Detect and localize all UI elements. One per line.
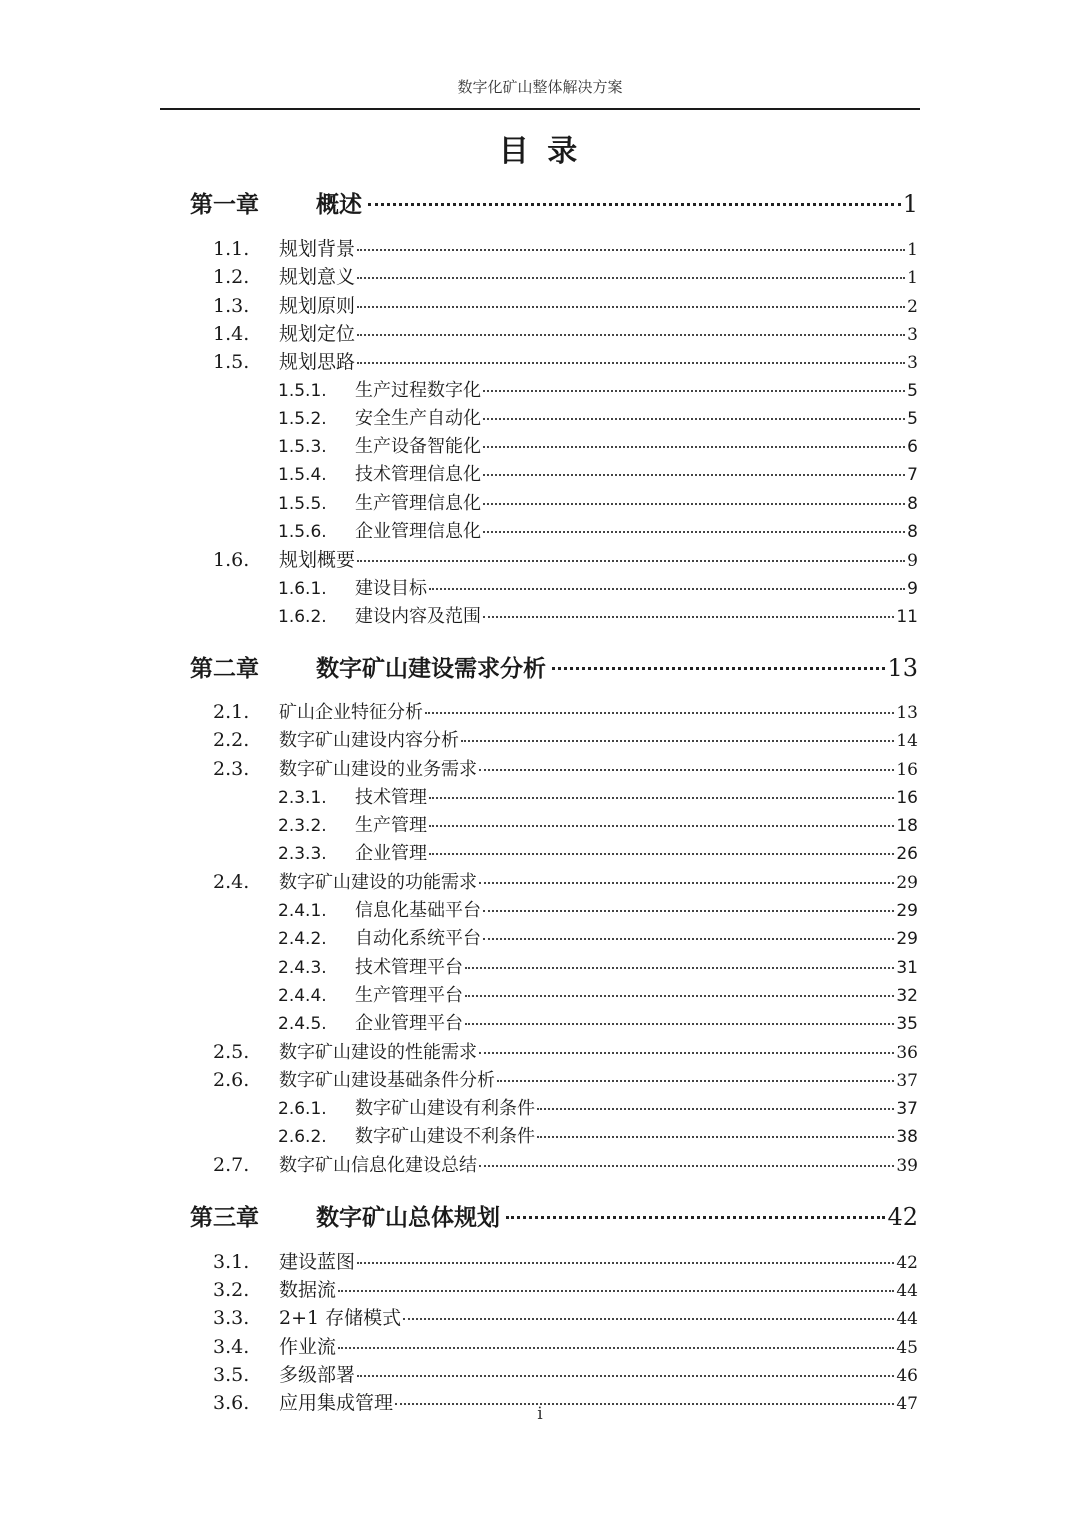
- toc-entry-title: 企业管理: [355, 843, 427, 865]
- toc-entry-page: 37: [896, 1099, 918, 1120]
- toc-entry-title: 规划定位: [279, 322, 356, 345]
- toc-entry-number: 1.5.5.: [278, 493, 327, 514]
- toc-entry-page: 16: [896, 759, 918, 780]
- toc-entry[interactable]: [213, 1066, 918, 1094]
- toc-entry[interactable]: [213, 1332, 918, 1360]
- toc-dot-leader: [479, 1052, 894, 1054]
- toc-entry-title: 企业管理信息化: [355, 521, 481, 542]
- toc-entry-page: 7: [907, 465, 918, 486]
- toc-entry[interactable]: [278, 783, 918, 811]
- toc-entry-page: 42: [896, 1252, 918, 1273]
- toc-entry-title: 数字矿山建设的业务需求: [279, 758, 477, 780]
- toc-entry[interactable]: [278, 489, 918, 517]
- toc-entry-number: 3.4.: [213, 1335, 250, 1358]
- toc-entry-page: 45: [896, 1337, 918, 1358]
- toc-entry[interactable]: [213, 868, 918, 896]
- toc-entry-number: 3.5.: [213, 1363, 250, 1386]
- toc-entry-page: 5: [907, 380, 918, 401]
- toc-entry-page: 44: [896, 1281, 918, 1301]
- toc-dot-leader: [429, 853, 894, 855]
- toc-entry-title: 数字矿山建设内容分析: [279, 730, 459, 752]
- toc-dot-leader: [506, 1216, 885, 1219]
- toc-entry-title: 作业流: [279, 1335, 337, 1358]
- toc-entry-title: 数字矿山建设有利条件: [355, 1098, 535, 1120]
- toc-entry[interactable]: [213, 755, 918, 783]
- toc-entry-page: 1: [907, 240, 918, 260]
- toc-entry-page: 14: [896, 731, 918, 752]
- toc-entry-number: 2.4.4.: [278, 985, 327, 1006]
- toc-entry-number: 1.6.1.: [278, 578, 327, 599]
- toc-entry-title: 数字矿山建设的性能需求: [279, 1041, 477, 1063]
- toc-dot-leader: [479, 769, 894, 771]
- toc-entry-number: 2.3.3.: [278, 844, 327, 865]
- toc-entry-page: 3: [907, 324, 918, 345]
- header-divider: [160, 108, 920, 110]
- toc-entry-title: 技术管理信息化: [355, 464, 481, 486]
- toc-entry-page: 9: [907, 551, 918, 572]
- toc-entry[interactable]: [213, 319, 918, 347]
- toc-dot-leader: [425, 712, 894, 714]
- toc-dot-leader: [357, 362, 905, 364]
- toc-title: 目 录: [498, 134, 582, 169]
- running-header: 数字化矿山整体解决方案: [457, 78, 623, 96]
- toc-entry[interactable]: [278, 953, 918, 981]
- toc-dot-leader: [465, 967, 894, 969]
- toc-entry[interactable]: [213, 291, 918, 319]
- toc-entry-title: 数字矿山建设的功能需求: [279, 871, 477, 893]
- toc-dot-leader: [357, 1375, 894, 1377]
- toc-entry-page: 16: [896, 787, 918, 808]
- toc-entry-title: 数字矿山信息化建设总结: [279, 1154, 477, 1176]
- toc-entry-number: 1.1.: [213, 238, 250, 260]
- toc-entry-number: 2.3.2.: [278, 816, 327, 837]
- toc-entry-page: 39: [896, 1155, 918, 1176]
- toc-entry-title: 技术管理平台: [355, 956, 463, 978]
- toc-dot-leader: [465, 995, 894, 997]
- toc-entry-page: 46: [896, 1365, 918, 1386]
- toc-entry-page: 1: [907, 268, 918, 289]
- toc-entry[interactable]: [213, 1038, 918, 1066]
- toc-dot-leader: [338, 1290, 894, 1292]
- toc-entry-number: 3.6.: [213, 1392, 250, 1415]
- toc-entry-number: 1.5.2.: [278, 408, 327, 429]
- toc-entry-title: 应用集成管理: [279, 1392, 394, 1415]
- toc-dot-leader: [403, 1318, 894, 1320]
- toc-entry-number: 1.5.4.: [278, 465, 327, 486]
- toc-entry-page: 13: [896, 702, 918, 723]
- toc-dot-leader: [357, 334, 905, 336]
- toc-dot-leader: [357, 306, 905, 308]
- toc-entry-number: 2.5.: [213, 1040, 250, 1063]
- toc-entry-page: 35: [896, 1014, 918, 1035]
- toc-entry[interactable]: [213, 1247, 918, 1275]
- toc-dot-leader: [483, 616, 894, 618]
- toc-entry-number: 1.5.1.: [278, 380, 327, 401]
- toc-entry-number: 1.6.: [213, 549, 250, 572]
- toc-entry[interactable]: [278, 574, 918, 602]
- toc-dot-leader: [483, 503, 905, 505]
- toc-entry-number: 1.3.: [213, 294, 250, 317]
- toc-dot-leader: [483, 938, 894, 940]
- toc-entry-number: 2.7.: [213, 1153, 250, 1176]
- toc-entry-title: 建设目标: [355, 577, 427, 599]
- toc-dot-leader: [537, 1136, 894, 1138]
- toc-entry-number: 3.2.: [213, 1279, 250, 1301]
- toc-entry-title: 企业管理平台: [355, 1013, 463, 1035]
- page-number: i: [537, 1404, 543, 1424]
- toc-entry-title: 技术管理: [355, 786, 427, 808]
- toc-dot-leader: [429, 797, 894, 799]
- toc-entry-number: 2.4.3.: [278, 957, 327, 978]
- toc-entry[interactable]: [278, 404, 918, 432]
- toc-entry-page: 44: [896, 1309, 918, 1330]
- toc-dot-leader: [483, 910, 894, 912]
- toc-entry-title: 规划思路: [279, 351, 356, 374]
- toc-entry[interactable]: [278, 432, 918, 460]
- toc-entry-page: 6: [907, 437, 918, 458]
- toc-entry-page: 37: [896, 1070, 918, 1091]
- toc-entry-title: 2+1 存储模式: [279, 1307, 402, 1330]
- toc-entry-page: 32: [896, 985, 918, 1006]
- toc-dot-leader: [479, 882, 894, 884]
- toc-entry-number: 2.6.1.: [278, 1099, 327, 1120]
- toc-entry-page: 9: [907, 578, 918, 599]
- toc-entry-title: 规划背景: [279, 238, 356, 260]
- toc-entry-number: 1.4.: [213, 322, 250, 345]
- toc-entry-number: 1.5.3.: [278, 437, 327, 458]
- toc-entry-title: 生产设备智能化: [355, 436, 481, 458]
- toc-entry-title: 数字矿山建设需求分析: [316, 655, 546, 682]
- toc-entry[interactable]: [213, 726, 918, 754]
- toc-entry[interactable]: [213, 1360, 918, 1388]
- toc-dot-leader: [497, 1080, 894, 1082]
- toc-entry[interactable]: [213, 234, 918, 262]
- toc-entry[interactable]: [278, 981, 918, 1009]
- toc-entry-number: 第三章: [190, 1204, 259, 1231]
- toc-entry-page: 29: [896, 872, 918, 893]
- toc-entry-title: 数字矿山建设不利条件: [355, 1126, 535, 1148]
- toc-entry-page: 47: [896, 1394, 918, 1415]
- toc-entry-number: 第二章: [190, 655, 259, 682]
- toc-entry-number: 2.1.: [213, 700, 250, 723]
- toc-entry-page: 26: [896, 844, 918, 865]
- toc-entry[interactable]: [278, 811, 918, 839]
- toc-entry-title: 生产管理平台: [355, 984, 463, 1006]
- toc-dot-leader: [429, 588, 905, 590]
- toc-entry-number: 3.3.: [213, 1307, 250, 1330]
- toc-entry[interactable]: [278, 517, 918, 545]
- toc-dot-leader: [357, 277, 905, 279]
- toc-dot-leader: [483, 446, 905, 448]
- toc-entry-number: 2.6.: [213, 1068, 250, 1091]
- toc-entry-page: 11: [896, 606, 918, 627]
- toc-entry-title: 数字矿山建设基础条件分析: [279, 1069, 495, 1091]
- toc-entry-page: 1: [902, 190, 918, 218]
- toc-entry-title: 数字矿山总体规划: [316, 1204, 500, 1231]
- toc-entry[interactable]: [278, 376, 918, 404]
- toc-entry-title: 规划原则: [279, 294, 356, 317]
- toc-entry-title: 建设内容及范围: [355, 605, 481, 627]
- toc-dot-leader: [368, 203, 901, 206]
- toc-entry-number: 2.3.1.: [278, 787, 327, 808]
- toc-entry-number: 2.4.2.: [278, 929, 327, 950]
- toc-entry-title: 生产管理信息化: [355, 492, 481, 514]
- toc-entry[interactable]: [278, 460, 918, 488]
- toc-entry[interactable]: [278, 924, 918, 952]
- toc-entry-title: 规划意义: [279, 266, 356, 289]
- toc-chapter-entry[interactable]: [190, 186, 918, 220]
- toc-entry-page: 2: [907, 296, 918, 317]
- toc-entry-title: 生产管理: [355, 815, 427, 837]
- toc-dot-leader: [357, 249, 905, 251]
- toc-entry-title: 数据流: [279, 1279, 337, 1301]
- toc-entry-title: 安全生产自动化: [355, 407, 481, 429]
- toc-dot-leader: [483, 474, 905, 476]
- toc-entry[interactable]: [213, 1303, 918, 1331]
- toc-entry-page: 29: [896, 901, 918, 921]
- toc-entry-page: 42: [887, 1202, 918, 1231]
- toc-entry-number: 1.5.: [213, 351, 250, 374]
- toc-entry-page: 3: [907, 353, 918, 374]
- toc-dot-leader: [483, 390, 905, 392]
- toc-entry-title: 概述: [316, 192, 362, 218]
- toc-entry[interactable]: [278, 839, 918, 867]
- toc-dot-leader: [357, 560, 905, 562]
- toc-entry-page: 13: [887, 653, 918, 682]
- toc-entry-page: 36: [896, 1042, 918, 1063]
- toc-entry[interactable]: [278, 1122, 918, 1150]
- toc-entry-title: 多级部署: [279, 1363, 356, 1386]
- toc-entry[interactable]: [213, 262, 918, 290]
- toc-entry-title: 生产过程数字化: [355, 379, 481, 401]
- toc-dot-leader: [429, 825, 894, 827]
- toc-entry-number: 2.3.: [213, 757, 250, 780]
- toc-entry-title: 规划概要: [279, 549, 356, 572]
- toc-dot-leader: [338, 1347, 894, 1349]
- toc-entry[interactable]: [278, 1009, 918, 1037]
- toc-chapter-entry[interactable]: [190, 650, 918, 684]
- toc-entry-number: 1.5.6.: [278, 522, 327, 542]
- toc-dot-leader: [357, 1262, 894, 1264]
- toc-entry[interactable]: [213, 1151, 918, 1179]
- toc-dot-leader: [483, 418, 905, 420]
- toc-dot-leader: [483, 531, 905, 533]
- toc-entry[interactable]: [278, 602, 918, 630]
- toc-entry-number: 3.1.: [213, 1250, 250, 1273]
- toc-entry-number: 1.2.: [213, 266, 250, 289]
- toc-entry[interactable]: [278, 1094, 918, 1122]
- toc-entry-number: 2.4.1.: [278, 901, 327, 921]
- toc-entry-number: 第一章: [190, 192, 259, 218]
- toc-dot-leader: [479, 1165, 894, 1167]
- toc-entry-number: 2.4.5.: [278, 1014, 327, 1035]
- toc-entry-number: 2.4.: [213, 870, 250, 893]
- toc-entry-page: 29: [896, 929, 918, 950]
- toc-dot-leader: [537, 1108, 894, 1110]
- toc-entry-number: 2.6.2.: [278, 1127, 327, 1148]
- toc-entry-number: 1.6.2.: [278, 606, 327, 627]
- toc-entry-page: 8: [907, 522, 918, 542]
- toc-entry[interactable]: [213, 698, 918, 726]
- toc-dot-leader: [465, 1023, 894, 1025]
- toc-chapter-entry[interactable]: [190, 1199, 918, 1233]
- toc-entry[interactable]: [278, 896, 918, 924]
- toc-entry-title: 矿山企业特征分析: [279, 701, 423, 723]
- toc-entry-number: 2.2.: [213, 729, 250, 752]
- toc-entry[interactable]: [213, 347, 918, 375]
- toc-dot-leader: [461, 740, 894, 742]
- toc-entry[interactable]: [213, 1275, 918, 1303]
- toc-entry-title: 建设蓝图: [279, 1250, 356, 1273]
- toc-entry-page: 31: [896, 957, 918, 978]
- toc-entry-page: 5: [907, 408, 918, 429]
- toc-entry-page: 8: [907, 493, 918, 514]
- toc-entry-page: 18: [896, 816, 918, 837]
- toc-entry[interactable]: [213, 545, 918, 573]
- toc-entry-title: 自动化系统平台: [355, 928, 481, 950]
- toc-entry-title: 信息化基础平台: [355, 900, 481, 921]
- toc-dot-leader: [552, 667, 885, 670]
- toc-entry-page: 38: [896, 1127, 918, 1148]
